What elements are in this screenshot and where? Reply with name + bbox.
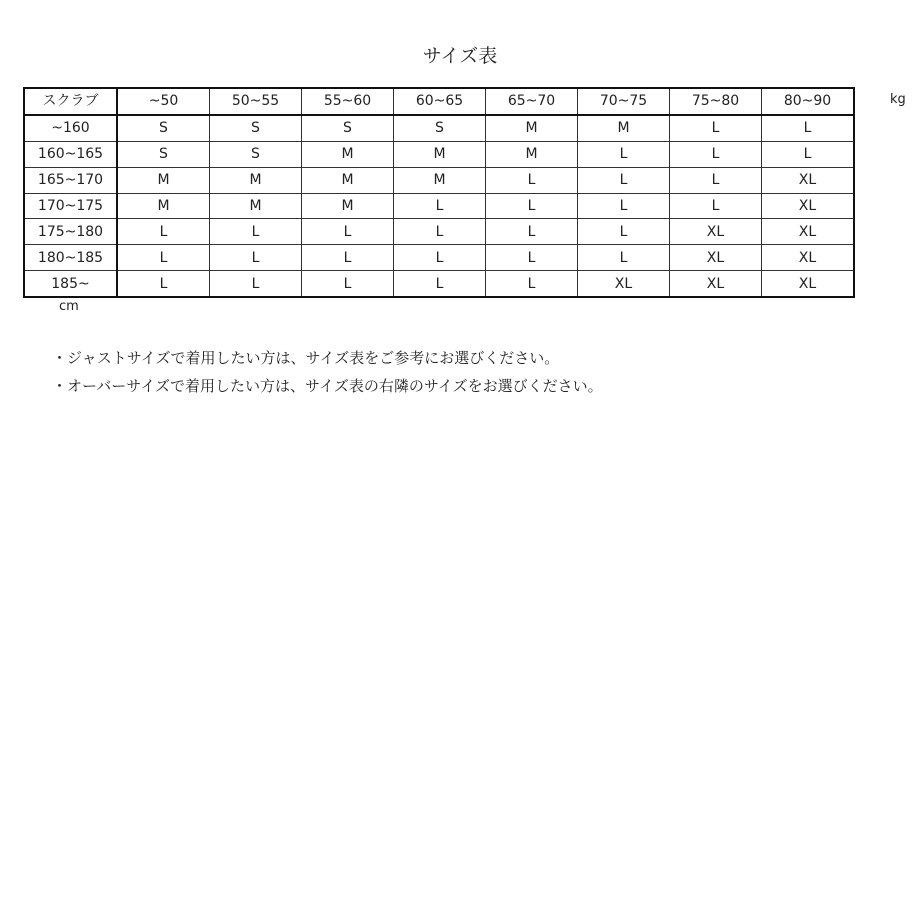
weight-header-cell: 70~75 (578, 88, 670, 115)
size-cell: S (117, 141, 210, 167)
height-unit-label: cm (59, 299, 79, 314)
page-title: サイズ表 (422, 45, 498, 67)
height-header-cell: 175~180 (24, 219, 117, 245)
size-cell: L (210, 245, 302, 271)
size-cell: L (486, 245, 578, 271)
height-header-cell: 170~175 (24, 193, 117, 219)
size-cell: L (117, 245, 210, 271)
size-cell: L (486, 271, 578, 297)
size-cell: S (210, 141, 302, 167)
size-cell: M (302, 167, 394, 193)
table-row (24, 193, 854, 219)
size-cell: XL (762, 219, 855, 245)
corner-header-cell: スクラブ (24, 88, 117, 115)
height-header-cell: 165~170 (24, 167, 117, 193)
size-cell: L (302, 271, 394, 297)
size-cell: L (394, 219, 486, 245)
size-cell: XL (762, 167, 855, 193)
size-cell: M (117, 167, 210, 193)
table-row (24, 245, 854, 271)
weight-unit-label: kg (890, 92, 906, 107)
size-cell: L (302, 245, 394, 271)
weight-header-cell: 75~80 (670, 88, 762, 115)
size-cell: XL (762, 245, 855, 271)
size-cell: S (117, 115, 210, 141)
size-cell: M (117, 193, 210, 219)
size-cell: L (302, 219, 394, 245)
size-cell: L (670, 193, 762, 219)
size-cell: M (302, 141, 394, 167)
size-cell: M (394, 141, 486, 167)
header-row (24, 88, 854, 115)
size-cell: L (117, 219, 210, 245)
weight-header-cell: 55~60 (302, 88, 394, 115)
size-cell: XL (670, 245, 762, 271)
size-cell: L (394, 271, 486, 297)
height-header-cell: 185~ (24, 271, 117, 297)
size-cell: XL (670, 219, 762, 245)
size-cell: M (578, 115, 670, 141)
table-row (24, 167, 854, 193)
height-header-cell: 160~165 (24, 141, 117, 167)
size-cell: L (670, 141, 762, 167)
size-cell: M (210, 167, 302, 193)
weight-header-cell: 65~70 (486, 88, 578, 115)
size-cell: M (302, 193, 394, 219)
size-cell: L (394, 245, 486, 271)
size-cell: M (486, 141, 578, 167)
note-just-size: ・ジャストサイズで着用したい方は、サイズ表をご参考にお選びください。 (52, 349, 560, 367)
size-cell: L (762, 115, 855, 141)
size-cell: M (394, 167, 486, 193)
size-cell: L (578, 167, 670, 193)
size-cell: L (486, 193, 578, 219)
size-cell: M (210, 193, 302, 219)
table-row (24, 219, 854, 245)
table-row (24, 115, 854, 141)
size-cell: S (302, 115, 394, 141)
size-cell: L (117, 271, 210, 297)
size-cell: L (486, 219, 578, 245)
size-cell: S (210, 115, 302, 141)
size-cell: XL (762, 193, 855, 219)
size-cell: L (210, 219, 302, 245)
size-cell: L (578, 219, 670, 245)
size-cell: L (670, 115, 762, 141)
size-cell: M (486, 115, 578, 141)
size-cell: XL (578, 271, 670, 297)
height-header-cell: ~160 (24, 115, 117, 141)
weight-header-cell: ~50 (117, 88, 210, 115)
notes (52, 344, 603, 400)
table-row (24, 141, 854, 167)
weight-header-cell: 60~65 (394, 88, 486, 115)
size-cell: L (578, 141, 670, 167)
size-cell: L (578, 193, 670, 219)
size-cell: XL (670, 271, 762, 297)
size-cell: L (394, 193, 486, 219)
height-header-cell: 180~185 (24, 245, 117, 271)
size-cell: L (486, 167, 578, 193)
size-cell: S (394, 115, 486, 141)
note-over-size: ・オーバーサイズで着用したい方は、サイズ表の右隣のサイズをお選びください。 (52, 377, 603, 395)
weight-header-cell: 80~90 (762, 88, 855, 115)
size-cell: L (670, 167, 762, 193)
weight-header-cell: 50~55 (210, 88, 302, 115)
size-cell: XL (762, 271, 855, 297)
size-cell: L (210, 271, 302, 297)
size-cell: L (762, 141, 855, 167)
table-row (24, 271, 854, 297)
size-cell: L (578, 245, 670, 271)
size-table (23, 87, 855, 298)
